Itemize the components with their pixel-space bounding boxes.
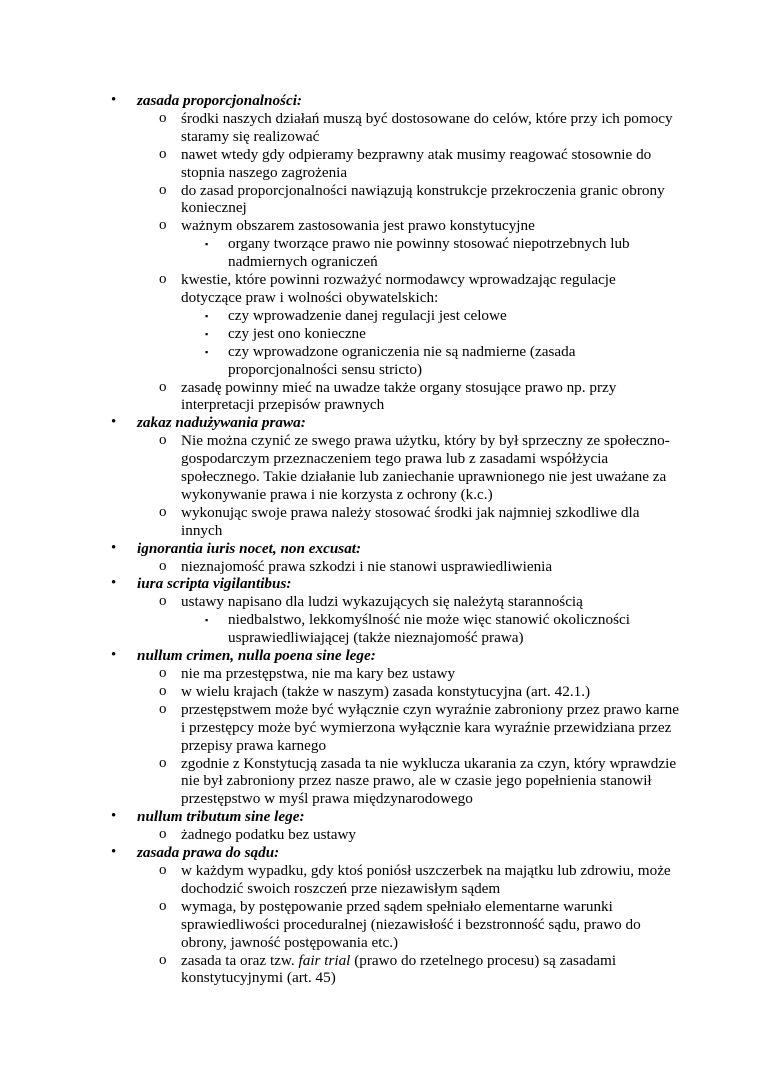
list-item: [0, 271, 680, 307]
circle-marker: o: [159, 432, 167, 449]
section-nullum-tributum: [0, 808, 680, 826]
circle-marker: o: [159, 665, 167, 681]
list-item: [0, 504, 680, 540]
list-item: [0, 952, 680, 988]
list-item: [0, 182, 680, 218]
item-text: ważnym obszarem zastosowania jest prawo konstytucyjne: [181, 217, 535, 235]
circle-marker: o: [159, 181, 167, 198]
circle-marker: o: [159, 861, 167, 878]
list-item: [0, 826, 680, 844]
item-text: zgodnie z Konstytucją zasada ta nie wyklucza ukarania za czyn, który wprawdzie nie był zabroniony przez nasze prawo, ale w czasie jego popełnienia stanowił przestępstwo w myśl prawa międzynarodowego: [181, 754, 677, 808]
bullet-marker: •: [111, 575, 117, 592]
circle-marker: o: [159, 145, 167, 162]
section-heading: zasada prawa do sądu:: [137, 844, 280, 862]
section-nullum-crimen: [0, 647, 680, 665]
square-marker: ▪: [205, 239, 209, 250]
circle-marker: o: [159, 826, 167, 843]
list-item: [0, 217, 680, 235]
list-item: [0, 755, 680, 809]
item-text: nieznajomość prawa szkodzi i nie stanowi usprawiedliwienia: [181, 557, 553, 575]
circle-marker: o: [159, 951, 167, 968]
bullet-marker: •: [111, 539, 117, 556]
item-text: w każdym wypadku, gdy ktoś poniósł uszczerbek na majątku lub zdrowiu, może dochodzić swoich roszczeń prze niezawisłym sądem: [181, 861, 671, 897]
circle-marker: o: [159, 217, 167, 234]
list-item: [0, 701, 680, 755]
section-heading: zasada proporcjonalności:: [137, 92, 302, 109]
circle-marker: o: [159, 897, 167, 914]
item-text: środki naszych działań muszą być dostosowane do celów, które przy ich pomocy staramy się realizować: [181, 109, 673, 145]
item-text: do zasad proporcjonalności nawiązują konstrukcje przekroczenia granic obrony koniecznej: [181, 181, 665, 217]
item-text: żadnego podatku bez ustawy: [181, 826, 357, 844]
item-text: w wielu krajach (także w naszym) zasada konstytucyjna (art. 42.1.): [181, 682, 591, 700]
item-text: wymaga, by postępowanie przed sądem spełniało elementarne warunki sprawiedliwości proceduralnej (niezawisłość i bezstronność sądu, prawo do obrony, jawność postępowania etc.): [181, 897, 641, 951]
circle-marker: o: [159, 754, 167, 771]
list-item: [0, 683, 680, 701]
circle-marker: o: [159, 271, 167, 288]
item-text-post: (prawo do rzetelnego procesu) są zasadami konstytucyjnymi (art. 45): [181, 951, 617, 987]
section-heading: nullum tributum sine lege:: [137, 808, 305, 826]
item-text: zasadę powinny mieć na uwadze także organy stosujące prawo np. przy interpretacji przepisów prawnych: [181, 378, 617, 414]
section-iura-scripta: [0, 575, 680, 593]
bullet-marker: •: [111, 808, 117, 825]
sub-list-item: [0, 307, 680, 325]
item-text: organy tworzące prawo nie powinny stosować niepotrzebnych lub nadmiernych ograniczeń: [228, 235, 630, 271]
item-text: Nie można czynić ze swego prawa użytku, który by był sprzeczny ze społeczno-gospodarczym przeznaczeniem tego prawa lub z zasadami współżycia społecznego. Takie działanie lub zaniechanie uprawnionego nie jest uważane za wykonywanie prawa i nie korzysta z ochrony (k.c.): [181, 432, 670, 503]
item-text: czy wprowadzenie danej regulacji jest celowe: [228, 306, 507, 324]
item-text-emphasis: fair trial: [298, 951, 351, 969]
item-text: ustawy napisano dla ludzi wykazujących się należytą starannością: [181, 593, 583, 611]
square-marker: ▪: [205, 328, 209, 339]
sub-list-item: [0, 343, 680, 379]
circle-marker: o: [159, 109, 167, 126]
bullet-marker: •: [111, 844, 117, 861]
circle-marker: o: [159, 378, 167, 395]
item-text: czy jest ono konieczne: [228, 324, 366, 342]
list-item: [0, 558, 680, 576]
list-item: [0, 862, 680, 898]
section-heading: zakaz nadużywania prawa:: [137, 414, 306, 432]
square-marker: ▪: [205, 615, 209, 626]
item-text: nawet wtedy gdy odpieramy bezprawny atak musimy reagować stosownie do stopnia naszego zagrożenia: [181, 145, 652, 181]
circle-marker: o: [159, 557, 167, 574]
section-heading: iura scripta vigilantibus:: [137, 575, 292, 593]
sub-list-item: [0, 611, 680, 647]
square-marker: ▪: [205, 346, 209, 357]
square-marker: ▪: [205, 310, 209, 321]
bullet-marker: •: [111, 92, 117, 108]
item-text: niedbalstwo, lekkomyślność nie może więc stanowić okoliczności usprawiedliwiającej (także nieznajomość prawa): [228, 611, 630, 647]
list-item: [0, 593, 680, 611]
circle-marker: o: [159, 682, 167, 699]
circle-marker: o: [159, 503, 167, 520]
outline-list: [0, 92, 760, 987]
item-text: przestępstwem może być wyłącznie czyn wyraźnie zabroniony przez prawo karne i przestępcy może być wymierzona wyłącznie kara wyraźnie przewidziana przez przepisy prawa karnego: [181, 700, 679, 754]
list-item: [0, 665, 680, 683]
item-text-pre: zasada ta oraz tzw.: [181, 951, 299, 969]
list-item: [0, 898, 680, 952]
sub-list-item: [0, 325, 680, 343]
item-text: czy wprowadzone ograniczenia nie są nadmierne (zasada proporcjonalności sensu stricto): [228, 342, 576, 378]
circle-marker: o: [159, 593, 167, 610]
section-abuse-of-rights: [0, 414, 680, 432]
list-item: [0, 432, 680, 504]
bullet-marker: •: [111, 647, 117, 664]
sub-list-item: [0, 235, 680, 271]
section-ignorantia-iuris: [0, 540, 680, 558]
bullet-marker: •: [111, 414, 117, 431]
section-heading: nullum crimen, nulla poena sine lege:: [137, 647, 376, 665]
list-item: [0, 146, 680, 182]
list-item: [0, 110, 680, 146]
section-proportionality: [0, 92, 680, 110]
item-text: nie ma przestępstwa, nie ma kary bez ustawy: [181, 665, 456, 682]
item-text: wykonując swoje prawa należy stosować środki jak najmniej szkodliwe dla innych: [181, 503, 640, 539]
section-heading: ignorantia iuris nocet, non excusat:: [137, 539, 362, 557]
circle-marker: o: [159, 700, 167, 717]
list-item: [0, 379, 680, 415]
section-right-to-court: [0, 844, 680, 862]
item-text: kwestie, które powinni rozważyć normodawcy wprowadzając regulacje dotyczące praw i wolności obywatelskich:: [181, 271, 616, 306]
